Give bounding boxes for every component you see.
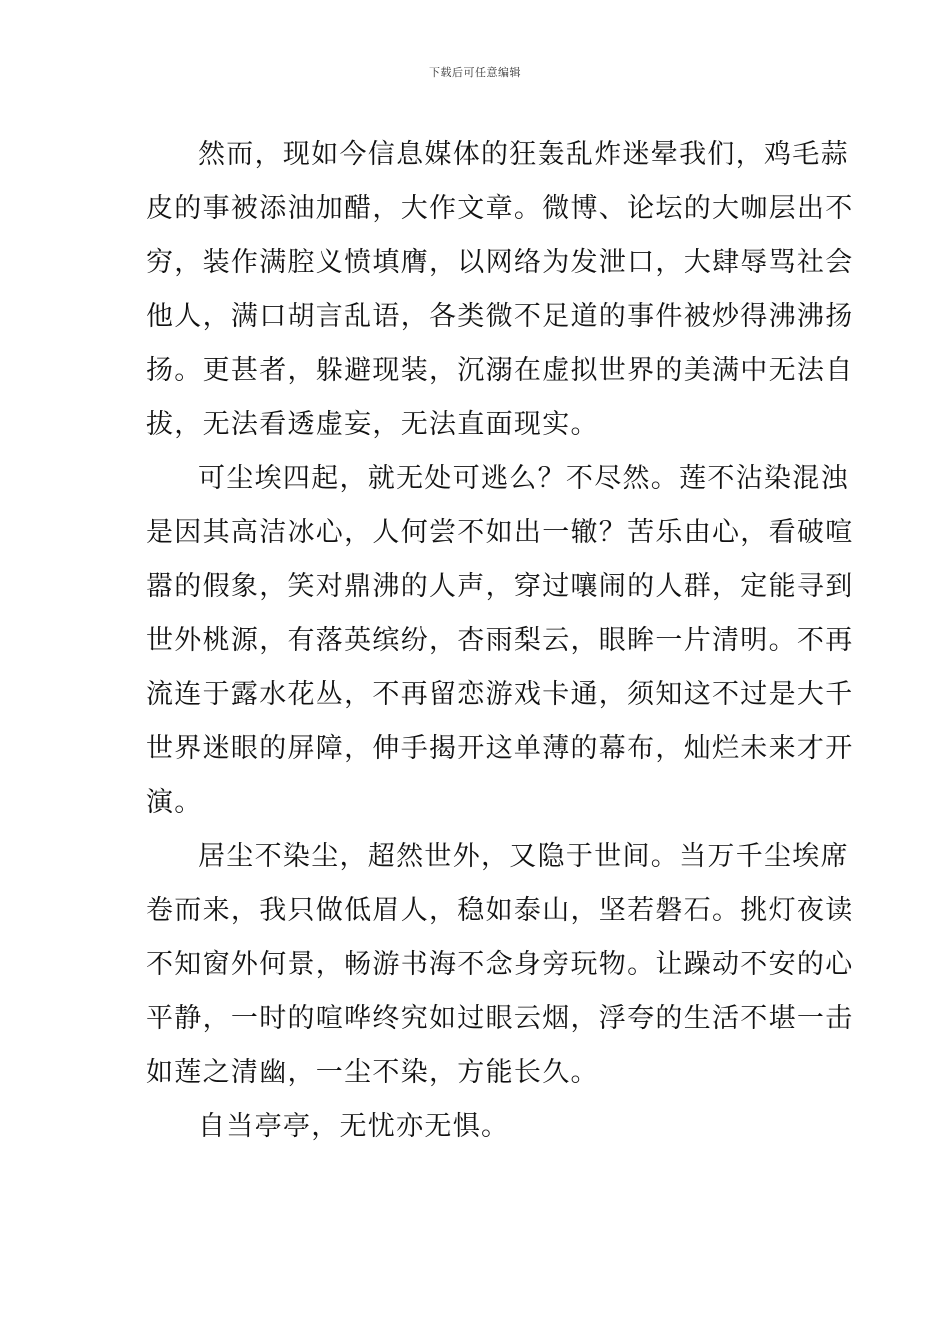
text-line: 嚣的假象，笑对鼎沸的人声，穿过嚷闹的人群，定能寻到 — [146, 571, 854, 602]
text-line: 皮的事被添油加醋，大作文章。微博、论坛的大咖层出不 — [146, 193, 854, 224]
document-body — [146, 128, 854, 1154]
text-line: 如莲之清幽，一尘不染，方能长久。 — [146, 1057, 599, 1088]
text-line: 世外桃源，有落英缤纷，杏雨梨云，眼眸一片清明。不再 — [146, 625, 854, 656]
text-line: 他人，满口胡言乱语，各类微不足道的事件被炒得沸沸扬 — [146, 301, 854, 332]
text-line: 可尘埃四起，就无处可逃么？不尽然。莲不沾染混浊 — [198, 463, 849, 494]
paragraph — [146, 1100, 806, 1154]
text-line: 世界迷眼的屏障，伸手揭开这单薄的幕布，灿烂未来才开 — [146, 733, 854, 764]
text-line: 平静，一时的喧哗终究如过眼云烟，浮夸的生活不堪一击 — [146, 1003, 854, 1034]
text-line: 拔，无法看透虚妄，无法直面现实。 — [146, 409, 599, 440]
text-line: 卷而来，我只做低眉人，稳如泰山，坚若磐石。挑灯夜读 — [146, 895, 854, 926]
paragraph — [146, 128, 854, 452]
text-line: 穷，装作满腔义愤填膺，以网络为发泄口，大肆辱骂社会 — [146, 247, 854, 278]
text-line: 扬。更甚者，躲避现装，沉溺在虚拟世界的美满中无法自 — [146, 355, 854, 386]
page-header: 下载后可任意编辑 — [429, 66, 521, 79]
text-line: 流连于露水花丛，不再留恋游戏卡通，须知这不过是大千 — [146, 679, 854, 710]
text-line: 是因其高洁冰心，人何尝不如出一辙？苦乐由心，看破喧 — [146, 517, 854, 548]
text-line: 演。 — [146, 787, 203, 818]
paragraph — [146, 452, 854, 830]
text-line: 然而，现如今信息媒体的狂轰乱炸迷晕我们，鸡毛蒜 — [198, 139, 849, 170]
text-line: 不知窗外何景，畅游书海不念身旁玩物。让躁动不安的心 — [146, 949, 854, 980]
paragraph — [146, 830, 854, 1100]
text-line: 自当亭亭，无忧亦无惧。 — [198, 1111, 510, 1142]
text-line: 居尘不染尘，超然世外，又隐于世间。当万千尘埃席 — [198, 841, 849, 872]
